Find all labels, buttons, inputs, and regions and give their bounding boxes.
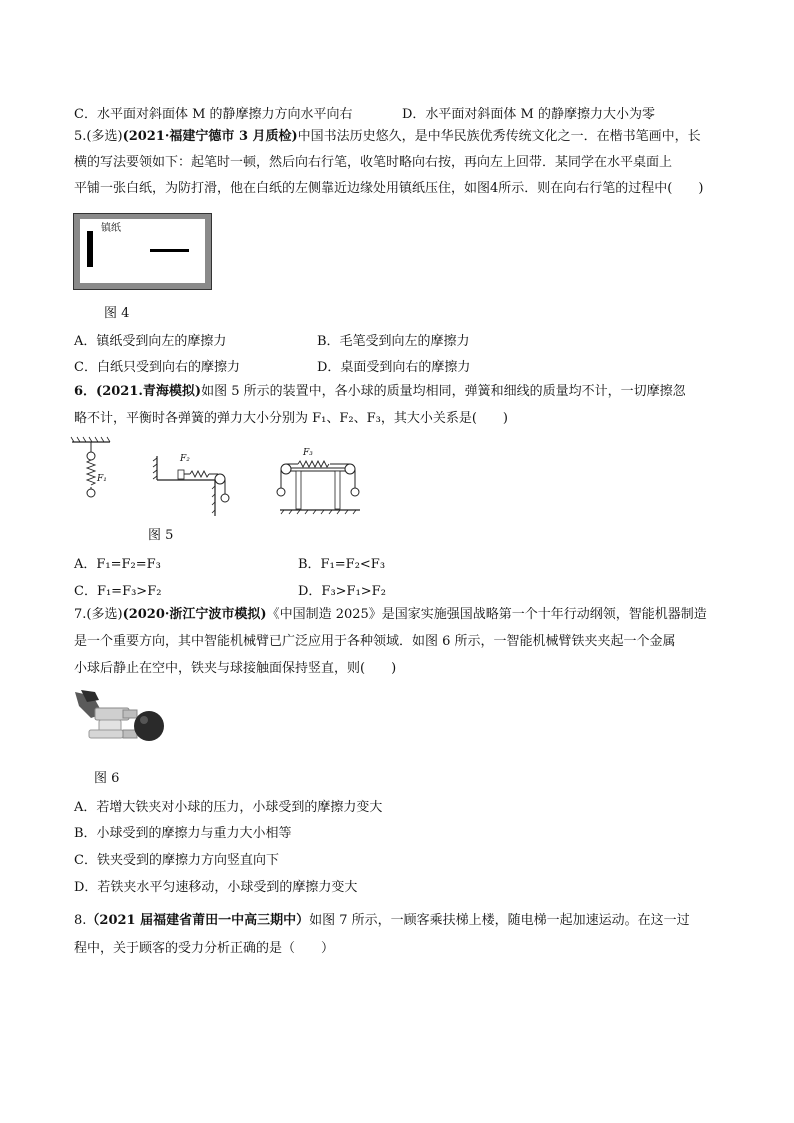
- q7-line1: [74, 607, 707, 623]
- q7-text1: 《中国制造 2025》是国家实施强国战略第一个十年行动纲领，智能机器制造: [266, 607, 707, 622]
- q6-option-b: B．F₁=F₂<F₃: [298, 557, 386, 572]
- q5-option-d: D．桌面受到向右的摩擦力: [317, 360, 471, 375]
- q6-line2: 略不计，平衡时各弹簧的弹力大小分别为 F₁、F₂、F₃，其大小关系是( ): [74, 411, 508, 426]
- q4-option-c: C．水平面对斜面体 M 的静摩擦力方向水平向右: [74, 107, 353, 122]
- q7-line3: 小球后静止在空中，铁夹与球接触面保持竖直，则( ): [74, 661, 397, 676]
- q8-line1: [74, 913, 690, 929]
- figure-4-label: 镇纸: [101, 223, 121, 234]
- brush-stroke: [150, 249, 189, 252]
- q7-option-a: A．若增大铁夹对小球的压力，小球受到的摩擦力变大: [74, 800, 383, 815]
- label-f1: F₁: [97, 474, 107, 484]
- q6-option-d: D．F₃>F₁>F₂: [298, 584, 386, 599]
- device-2: [153, 456, 229, 516]
- q5-line3: 平铺一张白纸，为防打滑，他在白纸的左侧靠近边缘处用镇纸压住，如图4所示．则在向右行笔的过程中( ): [74, 181, 704, 196]
- q5-line2: 横的写法要领如下：起笔时一顿，然后向右行笔，收笔时略向右按，再向左上回带．某同学在水平桌面上: [74, 155, 673, 170]
- q7-prefix: 7.(多选): [74, 607, 123, 622]
- q5-source: (2021·福建宁德市 3 月质检): [122, 129, 298, 144]
- q6-option-a: A．F₁=F₂=F₃: [74, 557, 161, 572]
- metal-ball: [134, 711, 164, 741]
- q5-option-a: A．镇纸受到向左的摩擦力: [74, 334, 227, 349]
- figure-6-caption: 图 6: [94, 771, 120, 786]
- q6-line1: [74, 384, 686, 400]
- q5-prefix: 5.(多选): [74, 129, 123, 144]
- q8-line2: 程中，关于顾客的受力分析正确的是（ ）: [74, 941, 335, 956]
- q7-source: (2020·浙江宁波市模拟): [122, 607, 267, 622]
- q8-text1: 如图 7 所示，一顾客乘扶梯上楼，随电梯一起加速运动。在这一过: [309, 913, 690, 928]
- q8-prefix: 8.: [74, 913, 87, 928]
- figure-5-spring-diagram: [70, 436, 370, 522]
- paperweight: [87, 231, 93, 267]
- q6-text1: 如图 5 所示的装置中，各小球的质量均相同，弹簧和细线的质量均不计，一切摩擦忽: [201, 384, 686, 399]
- q6-source: 6．(2021.青海模拟): [74, 384, 202, 399]
- figure-5-caption: 图 5: [148, 528, 174, 543]
- device-1: [71, 437, 110, 497]
- q5-option-b: B．毛笔受到向左的摩擦力: [317, 334, 470, 349]
- figure-4-caption: 图 4: [104, 306, 130, 321]
- label-f2: F₂: [180, 454, 190, 464]
- q7-line2: 是一个重要方向，其中智能机械臂已广泛应用于各种领域．如图 6 所示，一智能机械臂铁夹夹起一个金属: [74, 634, 676, 649]
- q7-option-d: D．若铁夹水平匀速移动，小球受到的摩擦力变大: [74, 880, 358, 895]
- q5-option-c: C．白纸只受到向右的摩擦力: [74, 360, 240, 375]
- q5-line1: [74, 129, 701, 145]
- figure-4-paper-diagram: [73, 213, 213, 291]
- figure-6-robot-arm-photo: [73, 688, 167, 754]
- label-f3: F₃: [303, 448, 313, 458]
- q5-text1: 中国书法历史悠久，是中华民族优秀传统文化之一．在楷书笔画中，长: [297, 129, 701, 144]
- q7-option-b: B．小球受到的摩擦力与重力大小相等: [74, 826, 292, 841]
- q7-option-c: C．铁夹受到的摩擦力方向竖直向下: [74, 853, 279, 868]
- q6-option-c: C．F₁=F₃>F₂: [74, 584, 162, 599]
- q4-option-d: D．水平面对斜面体 M 的静摩擦力大小为零: [402, 107, 655, 122]
- device-3: [277, 461, 360, 514]
- q8-source: （2021 届福建省莆田一中高三期中）: [86, 913, 310, 928]
